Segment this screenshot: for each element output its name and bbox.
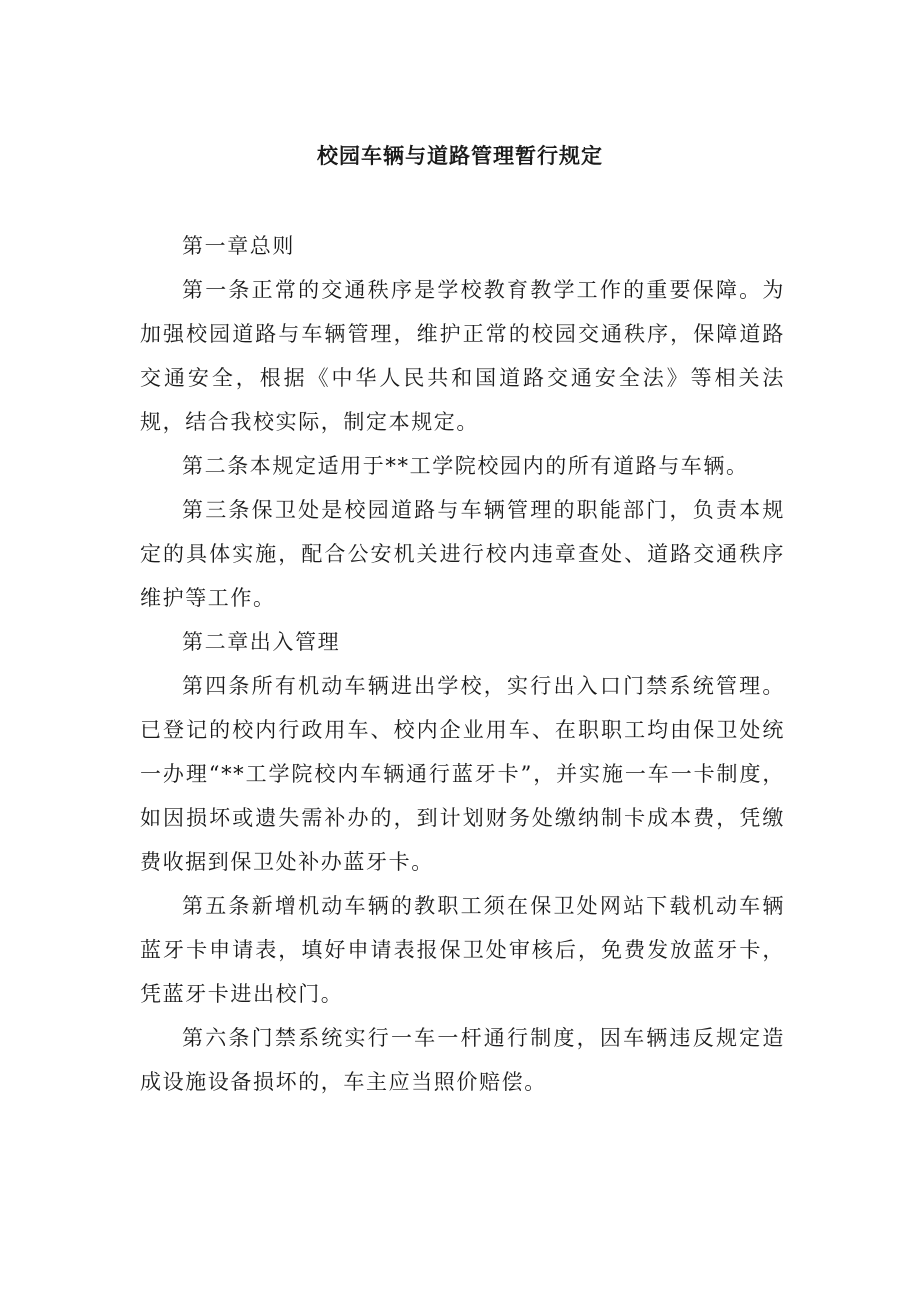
document-title: 校园车辆与道路管理暂行规定 (317, 143, 603, 168)
article-paragraph: 第五条新增机动车辆的教职工须在保卫处网站下载机动车辆蓝牙卡申请表，填好申请表报保卫处审核后，免费发放蓝牙卡，凭蓝牙卡进出校门。 (140, 894, 785, 1006)
article-paragraph: 第三条保卫处是校园道路与车辆管理的职能部门，负责本规定的具体实施，配合公安机关进行校内违章查处、道路交通秩序维护等工作。 (140, 498, 785, 610)
article-paragraph: 第二条本规定适用于**工学院校园内的所有道路与车辆。 (182, 454, 749, 478)
document-body (140, 224, 785, 1104)
chapter-heading: 第二章出入管理 (182, 630, 341, 654)
article-paragraph: 第四条所有机动车辆进出学校，实行出入口门禁系统管理。已登记的校内行政用车、校内企业用车、在职职工均由保卫处统一办理“**工学院校内车辆通行蓝牙卡”，并实施一车一卡制度，如因损坏或遗失需补办的，到计划财务处缴纳制卡成本费，凭缴费收据到保卫处补办蓝牙卡。 (140, 674, 785, 874)
chapter-heading: 第一章总则 (182, 234, 295, 258)
article-paragraph: 第一条正常的交通秩序是学校教育教学工作的重要保障。为加强校园道路与车辆管理，维护正常的校园交通秩序，保障道路交通安全，根据《中华人民共和国道路交通安全法》等相关法规，结合我校实际，制定本规定。 (140, 278, 785, 434)
article-paragraph: 第六条门禁系统实行一车一杆通行制度，因车辆违反规定造成设施设备损坏的，车主应当照价赔偿。 (140, 1026, 785, 1094)
